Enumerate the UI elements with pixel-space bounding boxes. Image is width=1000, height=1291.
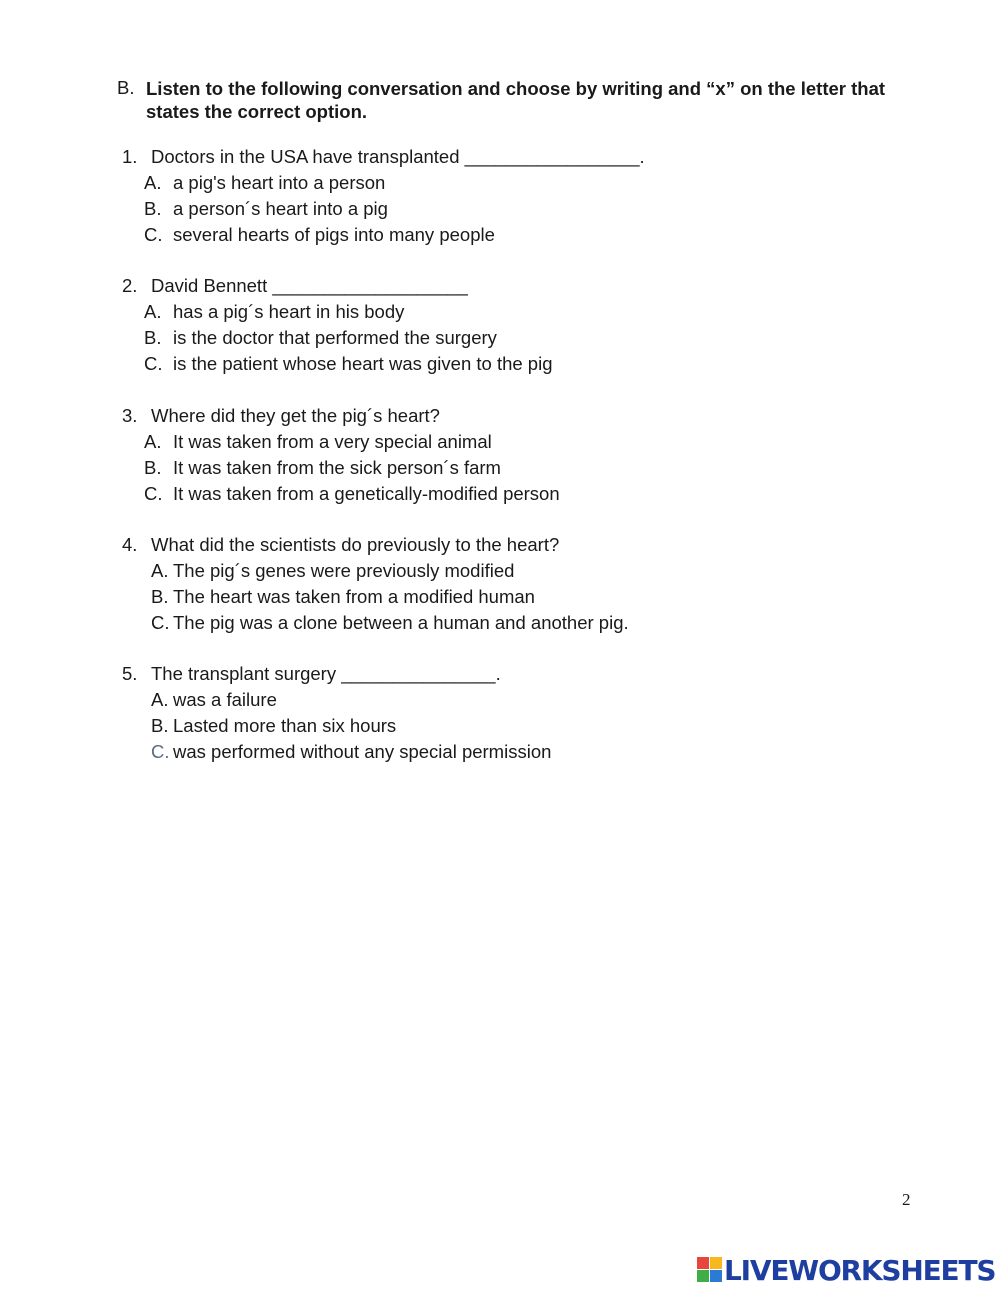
option-a[interactable] [122,687,822,713]
option-letter[interactable]: A. [144,301,162,322]
question-stem [122,403,822,429]
option-letter[interactable]: B. [151,715,169,736]
question-number: 2. [122,275,138,296]
option-b[interactable] [122,584,822,610]
question-text: The transplant surgery _______________. [151,663,501,684]
question-text: Doctors in the USA have transplanted _________________. [151,146,645,167]
option-letter[interactable]: A. [144,172,162,193]
option-c[interactable] [122,739,822,765]
option-letter[interactable]: B. [151,586,169,607]
option-text: several hearts of pigs into many people [173,224,495,245]
question-stem [122,661,822,687]
option-c[interactable] [122,351,822,377]
option-c[interactable] [122,610,822,636]
question-4 [122,532,822,636]
option-letter[interactable]: B. [144,198,162,219]
question-number: 4. [122,534,138,555]
question-stem [122,273,822,299]
option-text: a person´s heart into a pig [173,198,388,219]
option-text: is the patient whose heart was given to the pig [173,353,553,374]
option-letter[interactable]: A. [151,689,169,710]
option-letter[interactable]: A. [151,560,169,581]
question-1 [122,144,822,248]
question-number: 5. [122,663,138,684]
option-b[interactable] [122,713,822,739]
page-number: 2 [902,1190,911,1209]
option-letter[interactable]: C. [151,612,170,633]
question-text: Where did they get the pig´s heart? [151,405,440,426]
section-instruction: Listen to the following conversation and choose by writing and “x” on the letter that states the correct option. [146,78,886,122]
brand-name: LIVEWORKSHEETS [724,1254,996,1287]
option-text: The pig´s genes were previously modified [173,560,515,581]
question-number: 1. [122,146,138,167]
option-a[interactable] [122,299,822,325]
question-text: What did the scientists do previously to the heart? [151,534,560,555]
option-letter[interactable]: B. [144,327,162,348]
question-3 [122,403,822,507]
option-text: was performed without any special permission [173,741,552,762]
option-text: The pig was a clone between a human and another pig. [173,612,629,633]
option-a[interactable] [122,558,822,584]
question-text: David Bennett ___________________ [151,275,468,296]
option-a[interactable] [122,429,822,455]
option-text: It was taken from a very special animal [173,431,492,452]
section-letter: B. [117,77,135,98]
option-b[interactable] [122,455,822,481]
liveworksheets-logo-icon [697,1257,723,1283]
option-b[interactable] [122,196,822,222]
option-text: a pig's heart into a person [173,172,386,193]
option-letter[interactable]: A. [144,431,162,452]
option-text: It was taken from a genetically-modified person [173,483,560,504]
question-stem [122,144,822,170]
option-text: is the doctor that performed the surgery [173,327,497,348]
option-letter[interactable]: C. [151,741,170,762]
option-text: was a failure [173,689,277,710]
option-letter[interactable]: C. [144,353,163,374]
option-text: The heart was taken from a modified human [173,586,535,607]
question-5 [122,661,822,765]
option-c[interactable] [122,222,822,248]
option-text: has a pig´s heart in his body [173,301,405,322]
question-number: 3. [122,405,138,426]
option-letter[interactable]: B. [144,457,162,478]
question-2 [122,273,822,377]
question-stem [122,532,822,558]
option-text: It was taken from the sick person´s farm [173,457,501,478]
option-b[interactable] [122,325,822,351]
option-c[interactable] [122,481,822,507]
option-text: Lasted more than six hours [173,715,397,736]
option-a[interactable] [122,170,822,196]
option-letter[interactable]: C. [144,224,163,245]
option-letter[interactable]: C. [144,483,163,504]
